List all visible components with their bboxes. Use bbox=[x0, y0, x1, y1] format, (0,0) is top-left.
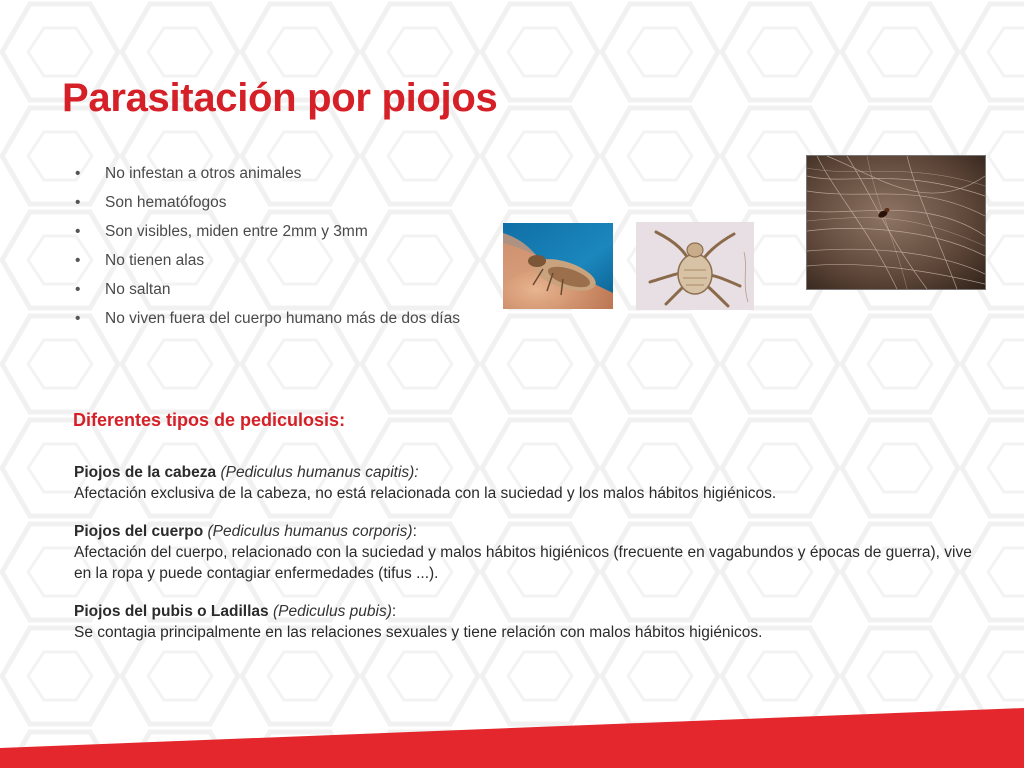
type-description: Afectación del cuerpo, relacionado con la suciedad y malos hábitos higiénicos (frecuente en vagabundos y épocas de guerra), vive en la ropa y puede contagiar enfermedades (tifus ...). bbox=[74, 544, 972, 582]
type-latin-name: (Pediculus humanus corporis) bbox=[207, 523, 413, 540]
bullet-item bbox=[75, 193, 475, 213]
type-name: Piojos del pubis o Ladillas bbox=[74, 603, 269, 620]
type-latin-name: (Pediculus pubis) bbox=[272, 603, 392, 620]
pediculosis-types bbox=[74, 462, 974, 660]
louse-crab-photo bbox=[636, 222, 754, 310]
type-description: Se contagia principalmente en las relaciones sexuales y tiene relación con malos hábitos higiénicos. bbox=[74, 624, 763, 641]
bullet-list bbox=[75, 164, 475, 338]
bullet-text: No tienen alas bbox=[105, 252, 205, 269]
type-pubic-lice bbox=[74, 601, 974, 643]
bullet-dot: • bbox=[75, 252, 81, 269]
type-body-lice bbox=[74, 521, 974, 584]
type-name: Piojos del cuerpo bbox=[74, 523, 204, 540]
bullet-item bbox=[75, 309, 475, 329]
bullet-item bbox=[75, 280, 475, 300]
type-head-lice bbox=[74, 462, 974, 504]
bullet-dot: • bbox=[75, 281, 81, 298]
bullet-text: Son visibles, miden entre 2mm y 3mm bbox=[105, 223, 368, 240]
bullet-text: No infestan a otros animales bbox=[105, 165, 302, 182]
type-name: Piojos de la cabeza bbox=[74, 464, 217, 481]
bullet-dot: • bbox=[75, 165, 81, 182]
section-heading: Diferentes tipos de pediculosis: bbox=[73, 410, 346, 430]
bullet-dot: • bbox=[75, 223, 81, 240]
type-latin-suffix: : bbox=[391, 603, 397, 620]
bullet-item bbox=[75, 251, 475, 271]
bullet-item bbox=[75, 222, 475, 242]
type-latin-name: (Pediculus humanus capitis): bbox=[220, 464, 419, 481]
type-description: Afectación exclusiva de la cabeza, no está relacionada con la suciedad y los malos hábitos higiénicos. bbox=[74, 485, 777, 502]
type-latin-suffix: : bbox=[412, 523, 417, 540]
bullet-dot: • bbox=[75, 194, 81, 211]
bullet-text: Son hematófogos bbox=[105, 194, 227, 211]
louse-side-photo bbox=[503, 223, 613, 309]
bullet-item bbox=[75, 164, 475, 184]
slide-title: Parasitación por piojos bbox=[62, 76, 498, 120]
footer-red-band bbox=[0, 700, 1024, 768]
louse-in-hair-photo bbox=[806, 155, 986, 290]
bullet-text: No saltan bbox=[105, 281, 171, 298]
bullet-text: No viven fuera del cuerpo humano más de dos días bbox=[105, 310, 460, 327]
bullet-dot: • bbox=[75, 310, 81, 327]
